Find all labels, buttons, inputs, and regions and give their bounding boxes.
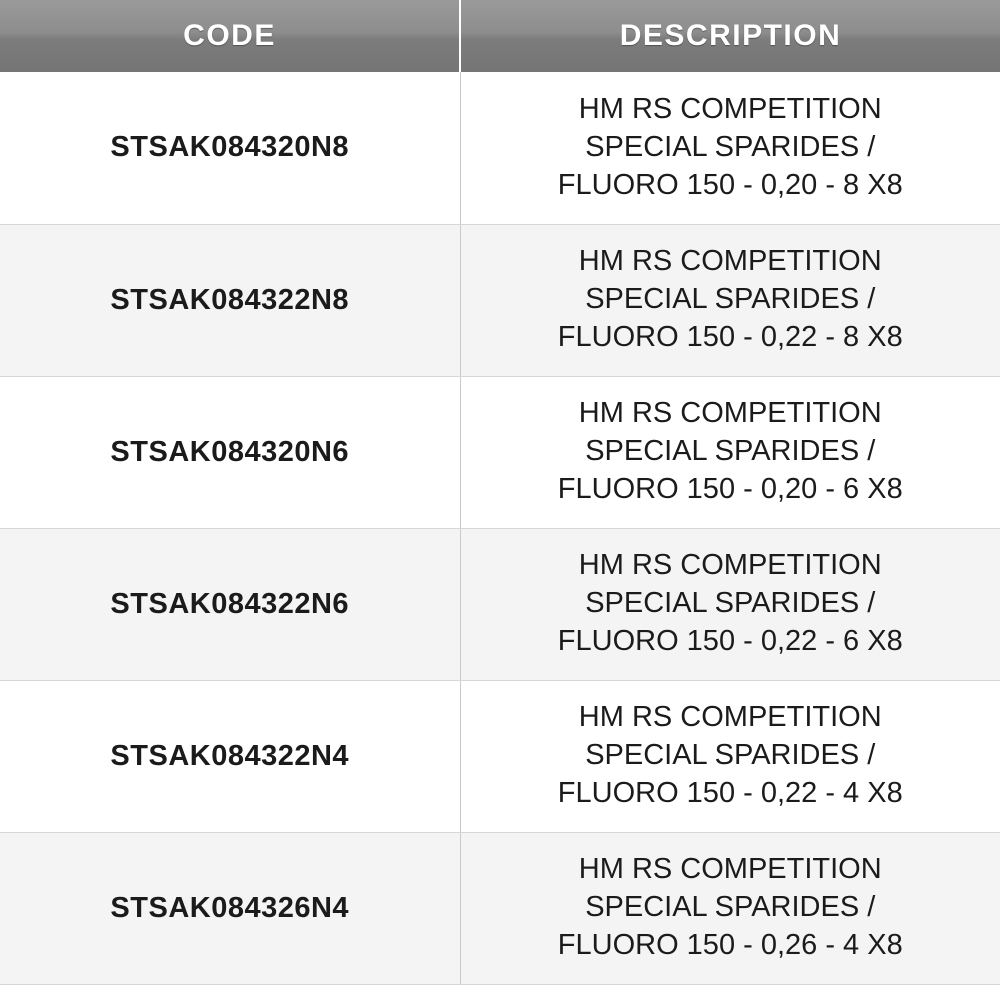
description-line: HM RS COMPETITION (578, 245, 882, 278)
table-body (0, 72, 1000, 984)
cell-code: STSAK084322N6 (0, 528, 460, 680)
cell-code: STSAK084326N4 (0, 832, 460, 984)
description-line: FLUORO 150 - 0,26 - 4 X8 (557, 928, 903, 961)
cell-description (460, 376, 1000, 528)
description-line: HM RS COMPETITION (578, 397, 882, 430)
description-line: SPECIAL SPARIDES / (585, 130, 876, 163)
description-line: FLUORO 150 - 0,22 - 4 X8 (557, 776, 903, 809)
cell-description (460, 224, 1000, 376)
description-line: HM RS COMPETITION (578, 853, 882, 886)
table-row (0, 832, 1000, 984)
cell-description (460, 72, 1000, 224)
description-line: SPECIAL SPARIDES / (585, 435, 876, 468)
description-line: HM RS COMPETITION (578, 549, 882, 582)
cell-code: STSAK084320N6 (0, 376, 460, 528)
cell-description (460, 528, 1000, 680)
description-line: FLUORO 150 - 0,22 - 6 X8 (557, 624, 903, 657)
description-line: HM RS COMPETITION (578, 93, 882, 126)
table-row (0, 72, 1000, 224)
description-line: SPECIAL SPARIDES / (585, 891, 876, 924)
cell-code: STSAK084322N4 (0, 680, 460, 832)
table-row (0, 680, 1000, 832)
cell-description (460, 832, 1000, 984)
description-line: FLUORO 150 - 0,20 - 6 X8 (557, 472, 903, 505)
column-header-description: DESCRIPTION (460, 0, 1000, 72)
column-header-code: CODE (0, 0, 460, 72)
table-header-row (0, 0, 1000, 72)
table-header (0, 0, 1000, 72)
cell-code: STSAK084320N8 (0, 72, 460, 224)
description-line: SPECIAL SPARIDES / (585, 739, 876, 772)
table-row (0, 376, 1000, 528)
description-line: SPECIAL SPARIDES / (585, 283, 876, 316)
cell-description (460, 680, 1000, 832)
table-row (0, 224, 1000, 376)
cell-code: STSAK084322N8 (0, 224, 460, 376)
description-line: HM RS COMPETITION (578, 701, 882, 734)
table-row (0, 528, 1000, 680)
description-line: FLUORO 150 - 0,22 - 8 X8 (557, 320, 903, 353)
description-line: SPECIAL SPARIDES / (585, 587, 876, 620)
description-line: FLUORO 150 - 0,20 - 8 X8 (557, 168, 903, 201)
